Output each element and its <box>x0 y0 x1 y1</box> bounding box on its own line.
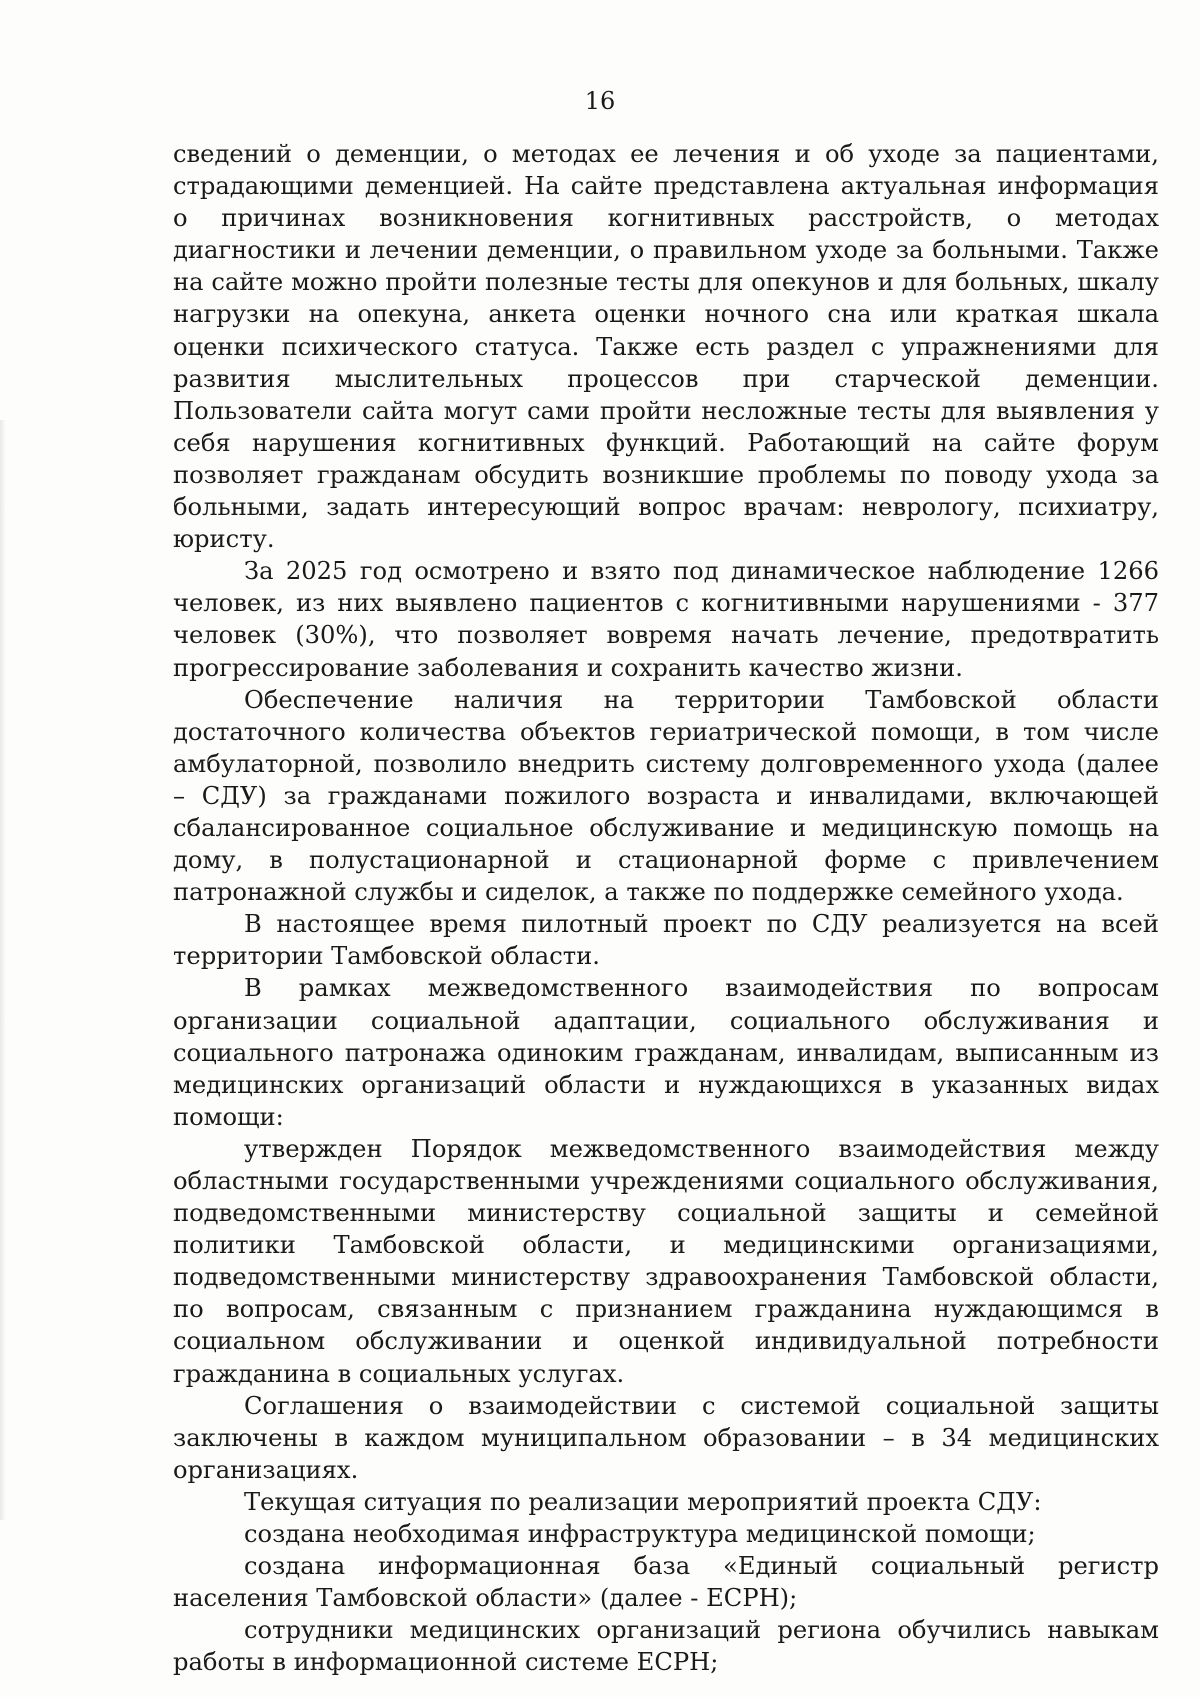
paragraph: создана необходимая инфраструктура медицинской помощи; <box>244 1520 1036 1549</box>
paragraph: В рамках межведомственного взаимодействия по вопросам организации социальной адаптации, социального обслуживания и социального патронажа одиноким гражданам, инвалидам, выписанным из медицинских организаций области и нуждающихся в указанных видах помощи: <box>173 974 1159 1131</box>
paragraph: Обеспечение наличия на территории Тамбовской области достаточного количества объектов гериатрической помощи, в том числе амбулаторной, позволило внедрить систему долговременного ухода (далее – СДУ) за гражданами пожилого возраста и инвалидами, включающей сбалансированное социальное обслуживание и медицинскую помощь на дому, в полустационарной и стационарной форме с привлечением патронажной службы и сиделок, а также по поддержке семейного ухода. <box>173 685 1159 907</box>
page-number: 16 <box>584 87 616 115</box>
paragraph: утвержден Порядок межведомственного взаимодействия между областными государственными учреждениями социального обслуживания, подведомственными министерству социальной защиты и семейной политики Тамбовской области, и медицинскими организациями, подведомственными министерству здравоохранения Тамбовской области, по вопросам, связанным с признанием гражданина нуждающимся в социальном обслуживании и оценкой индивидуальной потребности гражданина в социальных услугах. <box>173 1134 1159 1388</box>
paragraph: создана информационная база «Единый социальный регистр населения Тамбовской области» (далее - ЕСРН); <box>173 1552 1159 1613</box>
paragraph: сведений о деменции, о методах ее лечения и об уходе за пациентами, страдающими деменцией. На сайте представлена актуальная информация о причинах возникновения когнитивных расстройств, о методах диагностики и лечении деменции, о правильном уходе за больными. Также на сайте можно пройти полезные тесты для опекунов и для больных, шкалу нагрузки на опекуна, анкета оценки ночного сна или краткая шкала оценки психического статуса. Также есть раздел с упражнениями для развития мыслительных процессов при старческой деменции. Пользователи сайта могут сами пройти несложные тесты для выявления у себя нарушения когнитивных функций. Работающий на сайте форум позволяет гражданам обсудить возникшие проблемы по поводу ухода за больными, задать интересующий вопрос врачам: неврологу, психиатру, юристу. <box>173 140 1159 554</box>
paragraph: Текущая ситуация по реализации мероприятий проекта СДУ: <box>244 1487 1042 1516</box>
body-text <box>173 138 1159 1679</box>
scan-shadow <box>0 420 6 1520</box>
paragraph: Соглашения о взаимодействии с системой социальной защиты заключены в каждом муниципальном образовании – в 34 медицинских организациях. <box>173 1391 1159 1484</box>
paragraph: За 2025 год осмотрено и взято под динамическое наблюдение 1266 человек, из них выявлено пациентов с когнитивными нарушениями - 377 человек (30%), что позволяет вовремя начать лечение, предотвратить прогрессирование заболевания и сохранить качество жизни. <box>173 557 1159 682</box>
paragraph: сотрудники медицинских организаций региона обучились навыкам работы в информационной системе ЕСРН; <box>173 1616 1159 1677</box>
paragraph: В настоящее время пилотный проект по СДУ реализуется на всей территории Тамбовской области. <box>173 910 1159 971</box>
